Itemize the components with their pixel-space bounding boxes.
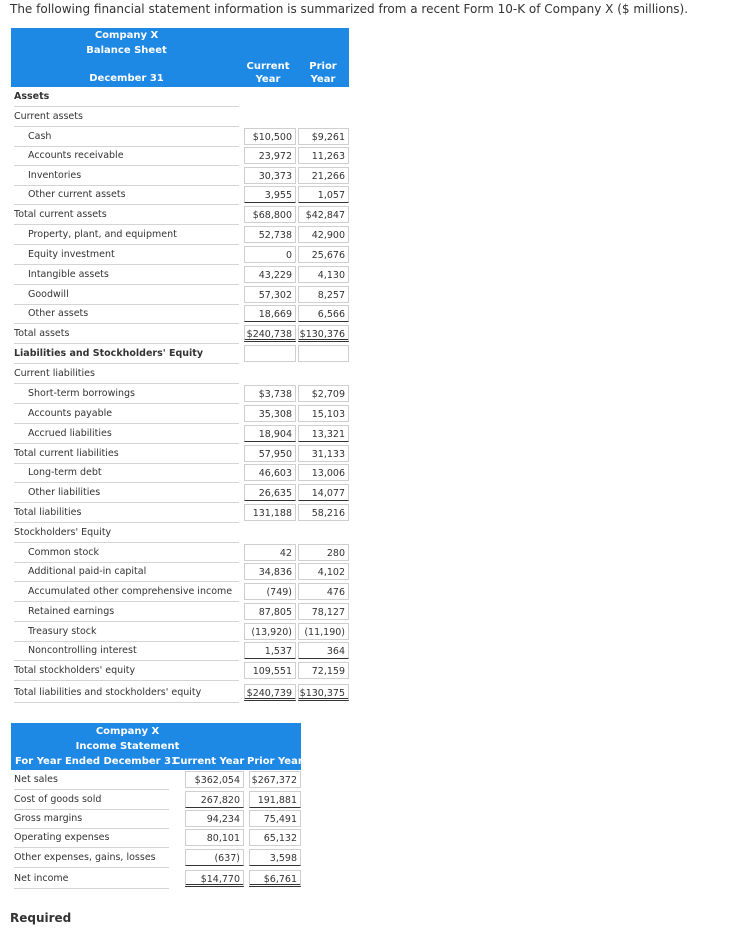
current-year-value: 18,904 [244, 425, 296, 442]
income-period-label: For Year Ended December 31 [15, 756, 178, 767]
current-year-value: 34,836 [244, 563, 296, 580]
balance-row [11, 384, 349, 404]
income-current-value: (637) [185, 849, 244, 866]
balance-row-label: Long-term debt [14, 463, 239, 483]
prior-year-value: 4,102 [298, 563, 349, 580]
income-col-prior: Prior Year [247, 756, 303, 767]
income-title: Income Statement [75, 741, 180, 752]
prior-year-value: 25,676 [298, 246, 349, 263]
current-year-value: 18,669 [244, 305, 296, 322]
prior-year-value: 42,900 [298, 226, 349, 243]
current-year-value: (749) [244, 583, 296, 600]
balance-row [11, 404, 349, 424]
balance-row [11, 245, 349, 265]
current-year-value: $10,500 [244, 128, 296, 145]
balance-row [11, 503, 349, 523]
prior-year-value: 13,006 [298, 464, 349, 481]
current-year-value: $240,739 [244, 684, 296, 701]
current-year-value: 131,188 [244, 504, 296, 521]
income-current-value: 80,101 [185, 829, 244, 846]
col-prior-header [297, 60, 349, 86]
balance-row [11, 661, 349, 681]
balance-row-label: Other assets [14, 304, 239, 324]
income-col-current: Current Year [173, 756, 245, 767]
balance-row-label: Additional paid-in capital [14, 562, 239, 582]
balance-row-label: Accrued liabilities [14, 424, 239, 444]
income-prior-value: 3,598 [249, 849, 301, 866]
balance-row-label: Accounts payable [14, 404, 239, 424]
current-year-value: 35,308 [244, 405, 296, 422]
balance-row-label: Accumulated other comprehensive income [14, 582, 239, 602]
balance-row-label: Equity investment [14, 245, 239, 265]
income-current-value: $362,054 [185, 771, 244, 788]
balance-row [11, 304, 349, 324]
current-year-value: 30,373 [244, 167, 296, 184]
required-heading: Required [10, 911, 72, 925]
income-company: Company X [95, 726, 160, 737]
balance-row [11, 582, 349, 602]
prior-year-value: 13,321 [298, 425, 349, 442]
income-row-label: Net sales [14, 770, 169, 790]
balance-row [11, 107, 349, 127]
balance-row-label: Total current liabilities [14, 444, 239, 464]
col-current-line1: Current [246, 61, 290, 72]
balance-row [11, 424, 349, 444]
current-year-value: 87,805 [244, 603, 296, 620]
balance-row [11, 483, 349, 503]
balance-row-label: Total assets [14, 324, 239, 344]
balance-row [11, 364, 349, 384]
income-prior-value: $6,761 [249, 870, 301, 887]
balance-row-label: Retained earnings [14, 602, 239, 622]
current-year-value: 109,551 [244, 662, 296, 679]
balance-row-label: Property, plant, and equipment [14, 225, 239, 245]
income-row [11, 869, 301, 889]
prior-year-value: $9,261 [298, 128, 349, 145]
current-year-value: (13,920) [244, 623, 296, 640]
balance-row-label: Treasury stock [14, 622, 239, 642]
income-row [11, 790, 301, 810]
income-row-label: Other expenses, gains, losses [14, 848, 169, 868]
col-prior-line2: Year [310, 74, 336, 85]
balance-row [11, 285, 349, 305]
income-prior-value: 191,881 [249, 791, 301, 808]
balance-row-label: Current assets [14, 107, 239, 127]
income-current-value: 94,234 [185, 810, 244, 827]
balance-row [11, 641, 349, 661]
balance-row-label: Stockholders' Equity [14, 523, 239, 543]
current-year-value: 26,635 [244, 484, 296, 501]
prior-year-value: $2,709 [298, 385, 349, 402]
income-row [11, 770, 301, 790]
balance-sheet-title: Balance Sheet [86, 45, 167, 56]
balance-row [11, 683, 349, 703]
prior-year-value: 15,103 [298, 405, 349, 422]
income-row [11, 828, 301, 848]
prior-year-value: 11,263 [298, 147, 349, 164]
balance-row [11, 205, 349, 225]
col-prior-line1: Prior [309, 61, 337, 72]
prior-year-value: $130,375 [298, 684, 349, 701]
prior-year-value: 280 [298, 544, 349, 561]
balance-row [11, 166, 349, 186]
balance-row-label: Accounts receivable [14, 146, 239, 166]
prior-year-value: 72,159 [298, 662, 349, 679]
current-year-value: $3,738 [244, 385, 296, 402]
col-current-line2: Year [255, 74, 281, 85]
balance-row [11, 185, 349, 205]
current-year-value [244, 345, 296, 362]
income-statement-header [11, 723, 301, 770]
prior-year-value: 1,057 [298, 186, 349, 203]
balance-row [11, 127, 349, 147]
prior-year-value: 364 [298, 642, 349, 659]
current-year-value: 23,972 [244, 147, 296, 164]
intro-text: The following financial statement information is summarized from a recent Form 10-K of Company X ($ millions). [10, 2, 689, 16]
current-year-value: 57,302 [244, 286, 296, 303]
current-year-value: $68,800 [244, 206, 296, 223]
balance-row [11, 463, 349, 483]
current-year-value: 43,229 [244, 266, 296, 283]
balance-row-label: Inventories [14, 166, 239, 186]
income-prior-value: 75,491 [249, 810, 301, 827]
balance-row-label: Total liabilities and stockholders' equity [14, 683, 239, 703]
balance-row [11, 344, 349, 364]
prior-year-value: $42,847 [298, 206, 349, 223]
balance-row-label: Short-term borrowings [14, 384, 239, 404]
income-current-value: 267,820 [185, 791, 244, 808]
current-year-value: 0 [244, 246, 296, 263]
balance-row-label: Total current assets [14, 205, 239, 225]
balance-row [11, 146, 349, 166]
balance-row [11, 562, 349, 582]
prior-year-value: 6,566 [298, 305, 349, 322]
current-year-value: 42 [244, 544, 296, 561]
balance-row-label: Other liabilities [14, 483, 239, 503]
current-year-value: 1,537 [244, 642, 296, 659]
balance-row-label: Current liabilities [14, 364, 239, 384]
prior-year-value: 14,077 [298, 484, 349, 501]
balance-sheet-header [11, 28, 349, 87]
prior-year-value: 4,130 [298, 266, 349, 283]
balance-row [11, 523, 349, 543]
prior-year-value: $130,376 [298, 325, 349, 342]
prior-year-value [298, 345, 349, 362]
balance-row [11, 622, 349, 642]
income-row-label: Gross margins [14, 809, 169, 829]
balance-row [11, 87, 349, 107]
prior-year-value: 58,216 [298, 504, 349, 521]
col-current-header [242, 60, 294, 86]
prior-year-value: 8,257 [298, 286, 349, 303]
balance-row-label: Total stockholders' equity [14, 661, 239, 681]
balance-sheet-company: Company X [94, 30, 159, 41]
balance-sheet-date-label: December 31 [89, 73, 164, 84]
income-current-value: $14,770 [185, 870, 244, 887]
current-year-value: $240,738 [244, 325, 296, 342]
prior-year-value: 476 [298, 583, 349, 600]
balance-row-label: Total liabilities [14, 503, 239, 523]
income-prior-value: $267,372 [249, 771, 301, 788]
balance-row-label: Goodwill [14, 285, 239, 305]
balance-row [11, 225, 349, 245]
income-row [11, 809, 301, 829]
balance-row [11, 602, 349, 622]
balance-row-label: Assets [14, 87, 239, 107]
balance-row-label: Liabilities and Stockholders' Equity [14, 344, 239, 364]
prior-year-value: (11,190) [298, 623, 349, 640]
current-year-value: 46,603 [244, 464, 296, 481]
current-year-value: 57,950 [244, 445, 296, 462]
balance-row [11, 444, 349, 464]
current-year-value: 3,955 [244, 186, 296, 203]
income-row-label: Net income [14, 869, 169, 889]
income-row-label: Cost of goods sold [14, 790, 169, 810]
prior-year-value: 78,127 [298, 603, 349, 620]
balance-row [11, 324, 349, 344]
balance-row [11, 265, 349, 285]
prior-year-value: 31,133 [298, 445, 349, 462]
prior-year-value: 21,266 [298, 167, 349, 184]
balance-row-label: Other current assets [14, 185, 239, 205]
balance-row-label: Intangible assets [14, 265, 239, 285]
balance-row [11, 543, 349, 563]
balance-row-label: Noncontrolling interest [14, 641, 239, 661]
balance-row-label: Cash [14, 127, 239, 147]
income-prior-value: 65,132 [249, 829, 301, 846]
balance-row-label: Common stock [14, 543, 239, 563]
income-row [11, 848, 301, 868]
current-year-value: 52,738 [244, 226, 296, 243]
income-row-label: Operating expenses [14, 828, 169, 848]
